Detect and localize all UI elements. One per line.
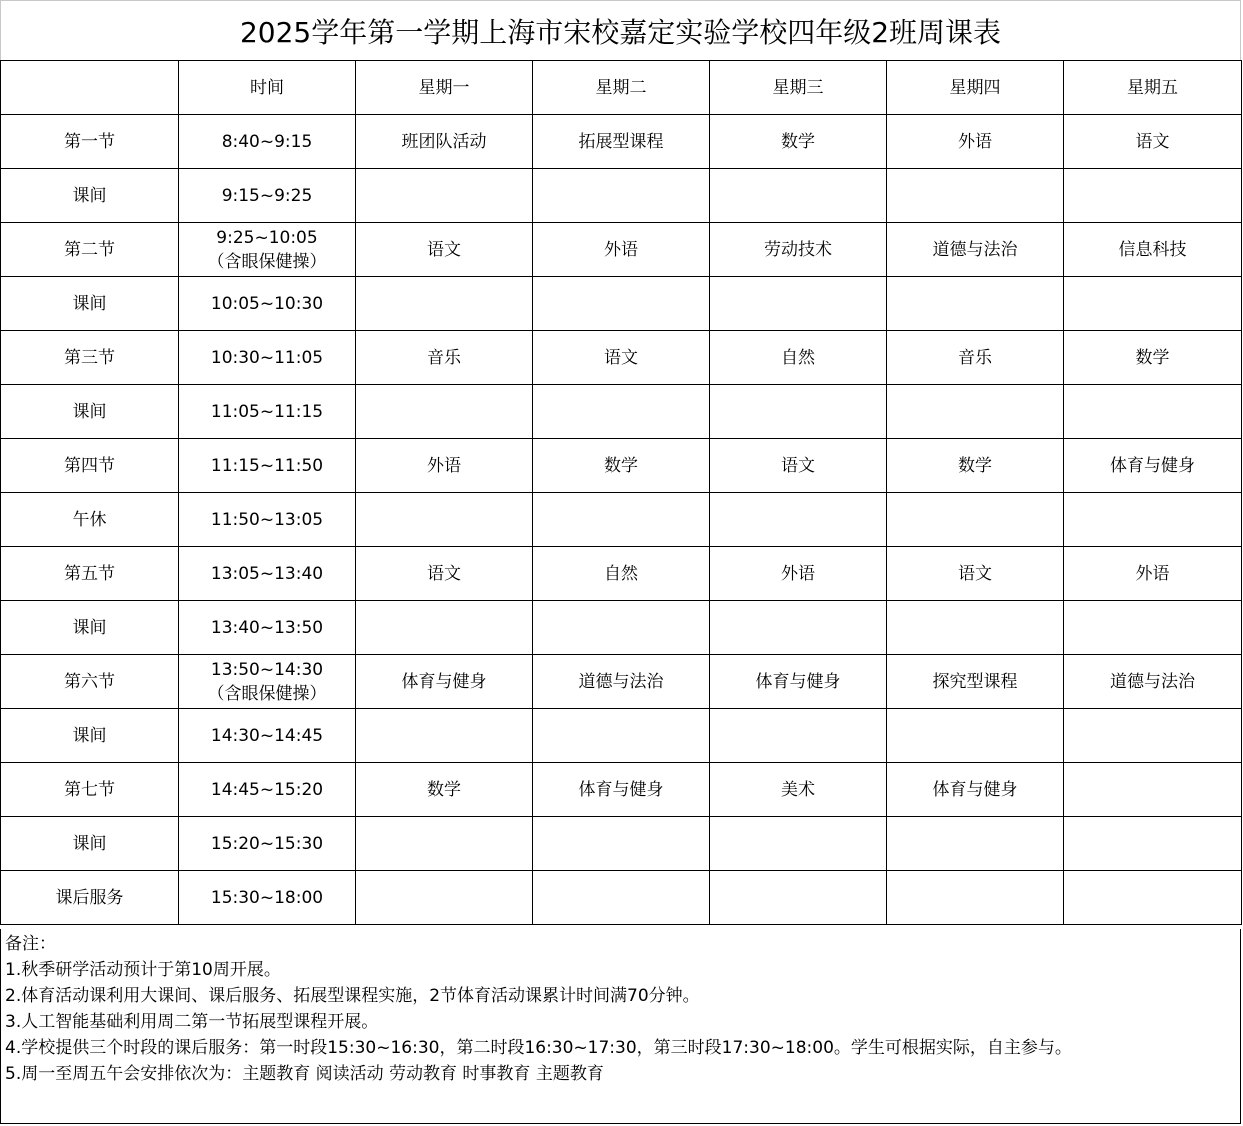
subject-cell-friday: 信息科技 xyxy=(1064,223,1242,277)
subject-cell-monday xyxy=(356,601,533,655)
subject-cell-monday: 外语 xyxy=(356,439,533,493)
subject-cell-tuesday: 语文 xyxy=(533,331,710,385)
time-cell xyxy=(179,385,356,439)
subject-cell-friday: 外语 xyxy=(1064,547,1242,601)
subject-cell-wednesday: 劳动技术 xyxy=(710,223,887,277)
time-note: （含眼保健操） xyxy=(207,251,327,272)
subject-cell-tuesday xyxy=(533,871,710,925)
subject-cell-thursday xyxy=(887,817,1064,871)
table-row xyxy=(1,331,1242,385)
subject-cell-tuesday xyxy=(533,385,710,439)
header-cell-friday: 星期五 xyxy=(1064,61,1242,115)
table-row xyxy=(1,763,1242,817)
time-cell xyxy=(179,439,356,493)
table-row xyxy=(1,115,1242,169)
subject-cell-monday: 数学 xyxy=(356,763,533,817)
subject-cell-monday: 音乐 xyxy=(356,331,533,385)
table-row xyxy=(1,547,1242,601)
subject-cell-friday xyxy=(1064,709,1242,763)
note-line: 2.体育活动课利用大课间、课后服务、拓展型课程实施，2节体育活动课累计时间满70分钟。 xyxy=(5,986,700,1006)
header-row xyxy=(1,61,1242,115)
subject-cell-tuesday: 拓展型课程 xyxy=(533,115,710,169)
subject-cell-friday: 体育与健身 xyxy=(1064,439,1242,493)
time-cell xyxy=(179,763,356,817)
subject-cell-tuesday xyxy=(533,709,710,763)
time-cell xyxy=(179,655,356,709)
time-note: （含眼保健操） xyxy=(207,683,327,704)
subject-cell-tuesday: 体育与健身 xyxy=(533,763,710,817)
subject-cell-wednesday: 数学 xyxy=(710,115,887,169)
subject-cell-thursday xyxy=(887,493,1064,547)
time-range: 11:05~11:15 xyxy=(210,401,324,422)
subject-cell-friday xyxy=(1064,763,1242,817)
subject-cell-thursday: 外语 xyxy=(887,115,1064,169)
note-line: 5.周一至周五午会安排依次为：主题教育 阅读活动 劳动教育 时事教育 主题教育 xyxy=(5,1064,604,1084)
subject-cell-monday xyxy=(356,817,533,871)
time-range: 14:45~15:20 xyxy=(210,779,324,800)
period-cell: 课间 xyxy=(1,817,179,871)
schedule-table xyxy=(0,60,1242,925)
subject-cell-tuesday xyxy=(533,817,710,871)
header-cell-monday: 星期一 xyxy=(356,61,533,115)
table-row xyxy=(1,223,1242,277)
time-range: 15:30~18:00 xyxy=(210,887,324,908)
subject-cell-friday xyxy=(1064,169,1242,223)
subject-cell-friday: 数学 xyxy=(1064,331,1242,385)
note-line: 3.人工智能基础利用周二第一节拓展型课程开展。 xyxy=(5,1012,379,1032)
subject-cell-monday: 语文 xyxy=(356,547,533,601)
time-range: 13:05~13:40 xyxy=(210,563,324,584)
subject-cell-tuesday xyxy=(533,169,710,223)
subject-cell-thursday: 体育与健身 xyxy=(887,763,1064,817)
header-cell-tuesday: 星期二 xyxy=(533,61,710,115)
period-cell: 第一节 xyxy=(1,115,179,169)
subject-cell-tuesday: 道德与法治 xyxy=(533,655,710,709)
time-range: 11:50~13:05 xyxy=(210,509,324,530)
subject-cell-thursday xyxy=(887,601,1064,655)
time-range: 10:05~10:30 xyxy=(210,293,324,314)
table-row xyxy=(1,601,1242,655)
subject-cell-wednesday: 美术 xyxy=(710,763,887,817)
subject-cell-friday xyxy=(1064,493,1242,547)
period-cell: 第七节 xyxy=(1,763,179,817)
time-range: 11:15~11:50 xyxy=(210,455,324,476)
period-cell: 第五节 xyxy=(1,547,179,601)
subject-cell-wednesday: 自然 xyxy=(710,331,887,385)
time-cell xyxy=(179,817,356,871)
subject-cell-tuesday: 自然 xyxy=(533,547,710,601)
time-range: 14:30~14:45 xyxy=(210,725,324,746)
subject-cell-monday xyxy=(356,871,533,925)
header-cell-wednesday: 星期三 xyxy=(710,61,887,115)
subject-cell-friday: 道德与法治 xyxy=(1064,655,1242,709)
page-title: 2025学年第一学期上海市宋校嘉定实验学校四年级2班周课表 xyxy=(0,0,1241,60)
period-cell: 课间 xyxy=(1,169,179,223)
subject-cell-wednesday xyxy=(710,817,887,871)
time-range: 15:20~15:30 xyxy=(210,833,324,854)
time-cell xyxy=(179,223,356,277)
subject-cell-monday: 班团队活动 xyxy=(356,115,533,169)
subject-cell-friday: 语文 xyxy=(1064,115,1242,169)
table-row xyxy=(1,871,1242,925)
period-cell: 课间 xyxy=(1,601,179,655)
time-range: 8:40~9:15 xyxy=(221,131,313,152)
time-range: 13:50~14:30 xyxy=(210,659,324,680)
subject-cell-friday xyxy=(1064,277,1242,331)
period-cell: 课间 xyxy=(1,709,179,763)
subject-cell-thursday: 音乐 xyxy=(887,331,1064,385)
subject-cell-wednesday xyxy=(710,277,887,331)
subject-cell-monday: 体育与健身 xyxy=(356,655,533,709)
table-row xyxy=(1,277,1242,331)
period-cell: 课后服务 xyxy=(1,871,179,925)
time-cell xyxy=(179,169,356,223)
table-row xyxy=(1,493,1242,547)
subject-cell-wednesday xyxy=(710,871,887,925)
time-range: 9:15~9:25 xyxy=(221,185,313,206)
subject-cell-thursday: 语文 xyxy=(887,547,1064,601)
subject-cell-thursday xyxy=(887,277,1064,331)
subject-cell-wednesday xyxy=(710,709,887,763)
subject-cell-thursday: 道德与法治 xyxy=(887,223,1064,277)
header-cell-time: 时间 xyxy=(179,61,356,115)
subject-cell-friday xyxy=(1064,871,1242,925)
time-range: 9:25~10:05 xyxy=(216,227,318,248)
table-row xyxy=(1,385,1242,439)
time-range: 13:40~13:50 xyxy=(210,617,324,638)
subject-cell-wednesday xyxy=(710,169,887,223)
period-cell: 课间 xyxy=(1,385,179,439)
subject-cell-thursday: 数学 xyxy=(887,439,1064,493)
subject-cell-tuesday: 外语 xyxy=(533,223,710,277)
subject-cell-tuesday xyxy=(533,493,710,547)
subject-cell-tuesday: 数学 xyxy=(533,439,710,493)
time-cell xyxy=(179,115,356,169)
subject-cell-thursday xyxy=(887,709,1064,763)
period-cell: 第六节 xyxy=(1,655,179,709)
subject-cell-tuesday xyxy=(533,277,710,331)
table-row xyxy=(1,817,1242,871)
period-cell: 第四节 xyxy=(1,439,179,493)
time-cell xyxy=(179,331,356,385)
notes-heading: 备注： xyxy=(5,934,56,954)
header-cell-corner xyxy=(1,61,179,115)
subject-cell-wednesday xyxy=(710,601,887,655)
notes-section xyxy=(0,929,1241,1124)
table-row xyxy=(1,169,1242,223)
table-row xyxy=(1,655,1242,709)
subject-cell-monday xyxy=(356,493,533,547)
subject-cell-friday xyxy=(1064,817,1242,871)
subject-cell-wednesday: 外语 xyxy=(710,547,887,601)
subject-cell-thursday xyxy=(887,385,1064,439)
time-cell xyxy=(179,493,356,547)
subject-cell-thursday xyxy=(887,169,1064,223)
time-cell xyxy=(179,871,356,925)
note-line: 4.学校提供三个时段的课后服务：第一时段15:30~16:30，第二时段16:30~17:30，第三时段17:30~18:00。学生可根据实际，自主参与。 xyxy=(5,1038,1072,1058)
subject-cell-friday xyxy=(1064,601,1242,655)
subject-cell-monday xyxy=(356,169,533,223)
table-row xyxy=(1,709,1242,763)
subject-cell-tuesday xyxy=(533,601,710,655)
subject-cell-friday xyxy=(1064,385,1242,439)
subject-cell-thursday: 探究型课程 xyxy=(887,655,1064,709)
subject-cell-wednesday xyxy=(710,385,887,439)
time-cell xyxy=(179,277,356,331)
period-cell: 午休 xyxy=(1,493,179,547)
subject-cell-monday xyxy=(356,385,533,439)
time-range: 10:30~11:05 xyxy=(210,347,324,368)
subject-cell-thursday xyxy=(887,871,1064,925)
time-cell xyxy=(179,709,356,763)
subject-cell-monday xyxy=(356,277,533,331)
time-cell xyxy=(179,601,356,655)
note-line: 1.秋季研学活动预计于第10周开展。 xyxy=(5,960,281,980)
time-cell xyxy=(179,547,356,601)
table-row xyxy=(1,439,1242,493)
header-cell-thursday: 星期四 xyxy=(887,61,1064,115)
period-cell: 第三节 xyxy=(1,331,179,385)
subject-cell-monday xyxy=(356,709,533,763)
subject-cell-wednesday: 体育与健身 xyxy=(710,655,887,709)
subject-cell-wednesday: 语文 xyxy=(710,439,887,493)
subject-cell-monday: 语文 xyxy=(356,223,533,277)
subject-cell-wednesday xyxy=(710,493,887,547)
period-cell: 第二节 xyxy=(1,223,179,277)
period-cell: 课间 xyxy=(1,277,179,331)
